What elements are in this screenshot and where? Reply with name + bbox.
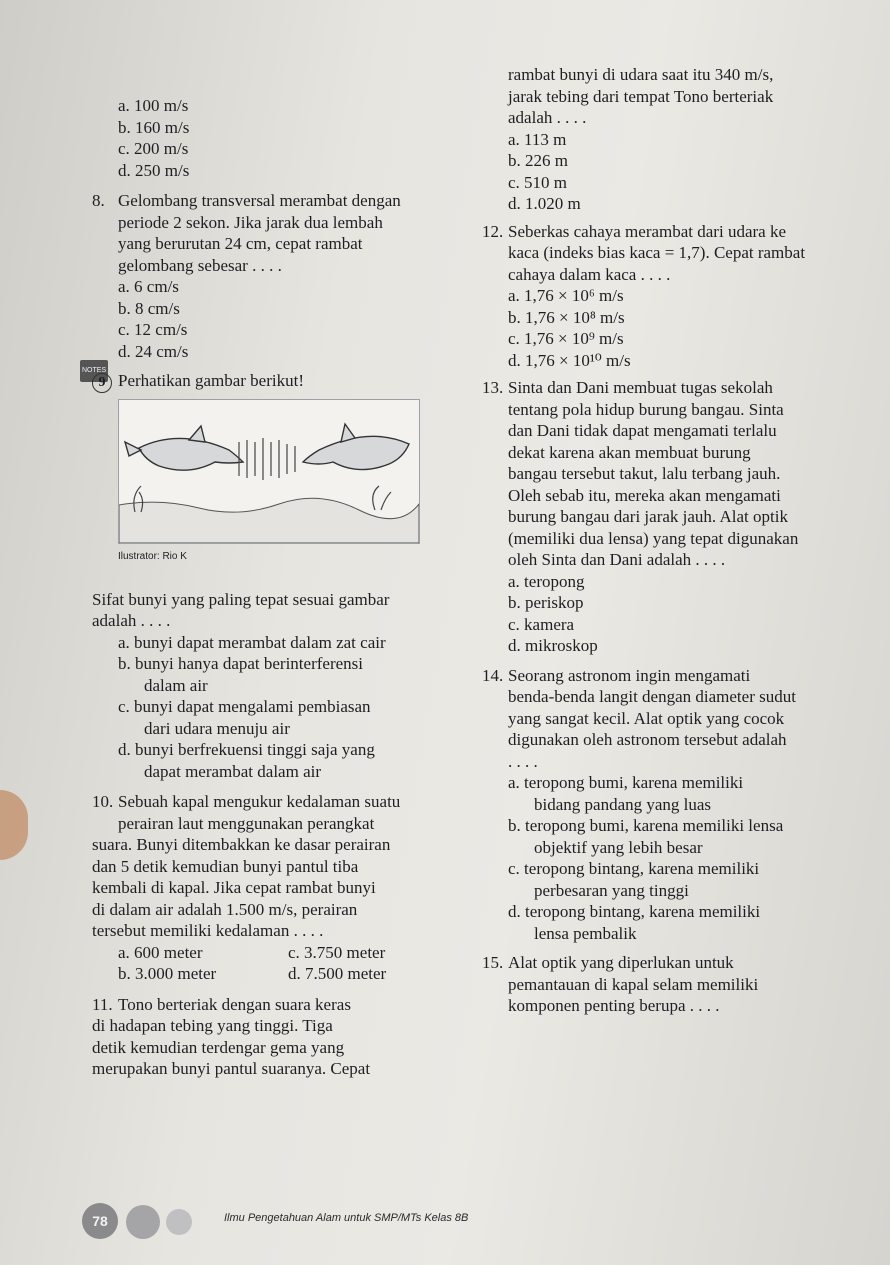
q11-option-b: b. 226 m <box>508 151 568 170</box>
question-8 <box>92 190 464 362</box>
q13-line-8: (memiliki dua lensa) yang tepat digunakan <box>508 528 799 548</box>
q15-line-2: pemantauan di kapal selam memiliki <box>508 974 759 994</box>
q12-option-a: a. 1,76 × 10⁶ m/s <box>508 286 624 305</box>
page-number: 78 <box>82 1203 118 1239</box>
q14-option-a-2: bidang pandang yang luas <box>534 794 712 814</box>
q15-line-1: Alat optik yang diperlukan untuk <box>508 953 734 972</box>
illustrator-credit: Ilustrator: Rio K <box>118 551 187 562</box>
q11-cont-line-2: jarak tebing dari tempat Tono berteriak <box>508 86 774 106</box>
q10-line-1: Sebuah kapal mengukur kedalaman suatu <box>118 792 401 811</box>
notes-badge: NOTES <box>80 360 108 382</box>
q9-option-c-2: dari udara menuju air <box>144 718 290 738</box>
q15-number: 15. <box>482 953 504 972</box>
q10-option-b: b. 3.000 meter <box>118 964 217 983</box>
q13-line-6: Oleh sebab itu, mereka akan mengamati <box>508 485 781 505</box>
q11-cont-line-1: rambat bunyi di udara saat itu 340 m/s, <box>508 65 774 84</box>
q13-line-7: burung bangau dari jarak jauh. Alat optik <box>508 507 788 526</box>
q11-line-1: Tono berteriak dengan suara keras <box>118 994 351 1014</box>
q13-option-c: c. kamera <box>508 614 575 634</box>
q11-option-a: a. 113 m <box>508 129 567 149</box>
q11-line-4: merupakan bunyi pantul suaranya. Cepat <box>92 1059 371 1078</box>
question-9 <box>82 367 464 782</box>
decorative-circle <box>126 1205 160 1239</box>
question-10 <box>92 791 464 985</box>
q10-line-7: tersebut memiliki kedalaman . . . . <box>92 921 324 940</box>
q14-option-b-2: objektif yang lebih besar <box>534 837 703 857</box>
question-13 <box>482 377 877 657</box>
question-14 <box>482 665 877 945</box>
q13-line-4: dekat karena akan membuat burung <box>508 442 751 462</box>
q9-option-b-2: dalam air <box>144 675 208 695</box>
q8-option-b: b. 8 cm/s <box>118 298 180 318</box>
q13-option-d: d. mikroskop <box>508 636 598 655</box>
q10-number: 10. <box>92 792 114 811</box>
q9-option-c-1: c. bunyi dapat mengalami pembiasan <box>118 697 371 716</box>
question-15 <box>482 952 877 1017</box>
q11-number: 11. <box>92 994 113 1014</box>
left-column <box>82 95 464 1080</box>
q12-line-3: cahaya dalam kaca . . . . <box>508 264 671 284</box>
q7-option-c: c. 200 m/s <box>118 139 189 158</box>
q9-option-a: a. bunyi dapat merambat dalam zat cair <box>118 632 386 652</box>
q12-line-1: Seberkas cahaya merambat dari udara ke <box>508 221 786 241</box>
q14-line-2: benda-benda langit dengan diameter sudut <box>508 687 796 706</box>
q13-line-2: tentang pola hidup burung bangau. Sinta <box>508 399 784 419</box>
q15-line-3: komponen penting berupa . . . . <box>508 996 720 1015</box>
q10-option-c: c. 3.750 meter <box>288 942 386 962</box>
q9-line-1: Sifat bunyi yang paling tepat sesuai gambar <box>92 589 390 609</box>
q11-cont-line-3: adalah . . . . <box>508 108 587 127</box>
q8-line-1: Gelombang transversal merambat dengan <box>118 191 401 210</box>
question-11-continued <box>482 64 877 215</box>
q14-line-5: . . . . <box>508 751 538 771</box>
q10-line-3: suara. Bunyi ditembakkan ke dasar perairan <box>92 835 391 854</box>
q14-option-b-1: b. teropong bumi, karena memiliki lensa <box>508 816 784 835</box>
q10-option-a: a. 600 meter <box>118 942 203 962</box>
question-11 <box>92 994 464 1080</box>
q10-option-d: d. 7.500 meter <box>288 964 387 983</box>
q8-option-c: c. 12 cm/s <box>118 320 188 339</box>
q11-option-d: d. 1.020 m <box>508 194 581 213</box>
book-title: Ilmu Pengetahuan Alam untuk SMP/MTs Kelas 8B <box>224 1212 469 1224</box>
q12-line-2: kaca (indeks bias kaca = 1,7). Cepat rambat <box>508 243 806 262</box>
q7-options <box>92 95 464 181</box>
q7-option-d: d. 250 m/s <box>118 160 190 180</box>
q8-line-3: yang berurutan 24 cm, cepat rambat <box>118 234 363 253</box>
q10-line-6: di dalam air adalah 1.500 m/s, perairan <box>92 899 358 919</box>
q13-line-1: Sinta dan Dani membuat tugas sekolah <box>508 378 773 397</box>
q14-option-d-1: d. teropong bintang, karena memiliki <box>508 902 761 921</box>
q7-option-b: b. 160 m/s <box>118 117 190 137</box>
q14-option-a-1: a. teropong bumi, karena memiliki <box>508 773 744 792</box>
q14-number: 14. <box>482 665 504 685</box>
q14-option-d-2: lensa pembalik <box>534 923 637 943</box>
q14-line-1: Seorang astronom ingin mengamati <box>508 665 751 685</box>
decorative-circle-small <box>166 1209 192 1235</box>
q13-number: 13. <box>482 378 504 397</box>
q14-option-c-2: perbesaran yang tinggi <box>534 880 689 900</box>
q9-option-d-1: d. bunyi berfrekuensi tinggi saja yang <box>118 740 375 759</box>
q9-line-2: adalah . . . . <box>92 611 171 630</box>
q9-prompt: Perhatikan gambar berikut! <box>118 371 304 390</box>
q14-line-4: digunakan oleh astronom tersebut adalah <box>508 730 787 749</box>
q10-line-4: dan 5 detik kemudian bunyi pantul tiba <box>92 856 359 876</box>
q11-option-c: c. 510 m <box>508 172 568 192</box>
question-12 <box>482 221 877 372</box>
page-footer <box>82 1203 582 1243</box>
q12-number: 12. <box>482 221 504 241</box>
q14-line-3: yang sangat kecil. Alat optik yang cocok <box>508 708 785 728</box>
dolphins-sound-figure <box>119 400 419 543</box>
q12-option-d: d. 1,76 × 10¹⁰ m/s <box>508 350 631 370</box>
right-column <box>482 64 877 1017</box>
q10-line-5: kembali di kapal. Jika cepat rambat bunyi <box>92 878 376 897</box>
q12-option-c: c. 1,76 × 10⁹ m/s <box>508 329 624 348</box>
q12-option-b: b. 1,76 × 10⁸ m/s <box>508 307 625 327</box>
thumb-shadow <box>0 790 28 860</box>
q11-line-3: detik kemudian terdengar gema yang <box>92 1037 345 1057</box>
q14-option-c-1: c. teropong bintang, karena memiliki <box>508 859 760 878</box>
q8-line-4: gelombang sebesar . . . . <box>118 255 282 275</box>
q7-option-a: a. 100 m/s <box>118 96 189 115</box>
q8-option-d: d. 24 cm/s <box>118 341 189 361</box>
q10-line-2: perairan laut menggunakan perangkat <box>118 813 375 833</box>
dolphin-illustration <box>118 399 420 544</box>
q9-number: 9 <box>92 373 112 393</box>
q13-option-b: b. periskop <box>508 593 584 612</box>
q9-option-b-1: b. bunyi hanya dapat berinterferensi <box>118 654 363 673</box>
q13-line-3: dan Dani tidak dapat mengamati terlalu <box>508 421 777 440</box>
q9-option-d-2: dapat merambat dalam air <box>144 761 321 781</box>
q13-line-9: oleh Sinta dan Dani adalah . . . . <box>508 550 726 569</box>
q13-option-a: a. teropong <box>508 571 585 591</box>
q8-number: 8. <box>92 191 105 210</box>
q8-option-a: a. 6 cm/s <box>118 277 179 296</box>
q8-line-2: periode 2 sekon. Jika jarak dua lembah <box>118 212 383 232</box>
q13-line-5: bangau tersebut takut, lalu terbang jauh. <box>508 464 781 483</box>
q11-line-2: di hadapan tebing yang tinggi. Tiga <box>92 1016 333 1035</box>
